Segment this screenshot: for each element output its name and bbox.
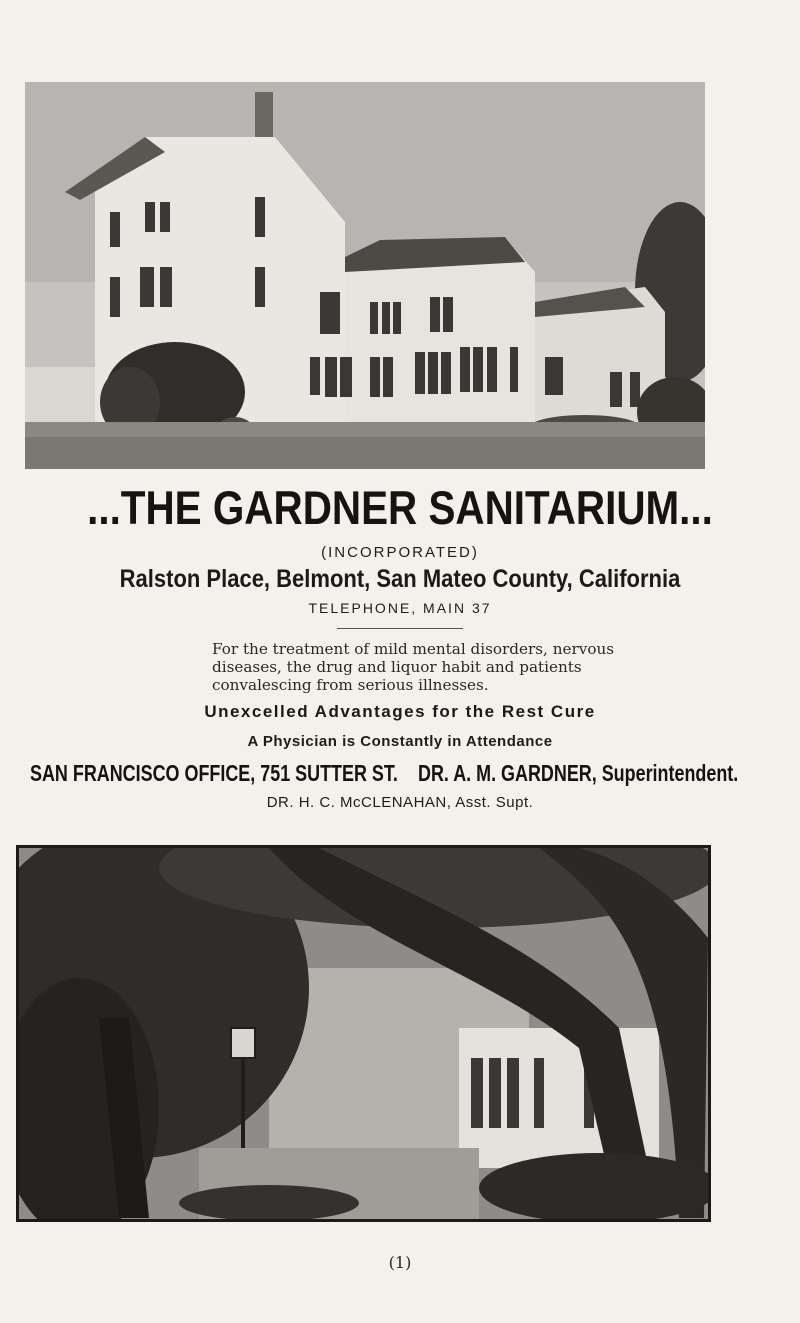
page-number: (1): [388, 1253, 412, 1272]
sanitarium-building-photo: [25, 82, 705, 469]
telephone: TELEPHONE, MAIN 37: [308, 600, 492, 616]
incorporated-label: (INCORPORATED): [321, 544, 479, 561]
sanitarium-title: ...THE GARDNER SANITARIUM...: [87, 481, 713, 534]
assistant-superintendent: DR. H. C. McCLENAHAN, Asst. Supt.: [266, 794, 534, 811]
san-francisco-office: SAN FRANCISCO OFFICE, 751 SUTTER ST.: [30, 760, 398, 786]
advantages-heading: Unexcelled Advantages for the Rest Cure: [204, 702, 596, 721]
garden-oak-tree-photo: [16, 845, 711, 1222]
description: For the treatment of mild mental disorders, nervous diseases, the drug and liquor habit and patients convalescing from serious illnesses.: [212, 640, 615, 694]
physician-notice: A Physician is Constantly in Attendance: [247, 733, 553, 750]
superintendent: DR. A. M. GARDNER, Superintendent.: [418, 760, 739, 786]
divider-rule: [337, 628, 463, 629]
address: Ralston Place, Belmont, San Mateo County, California: [119, 565, 681, 593]
